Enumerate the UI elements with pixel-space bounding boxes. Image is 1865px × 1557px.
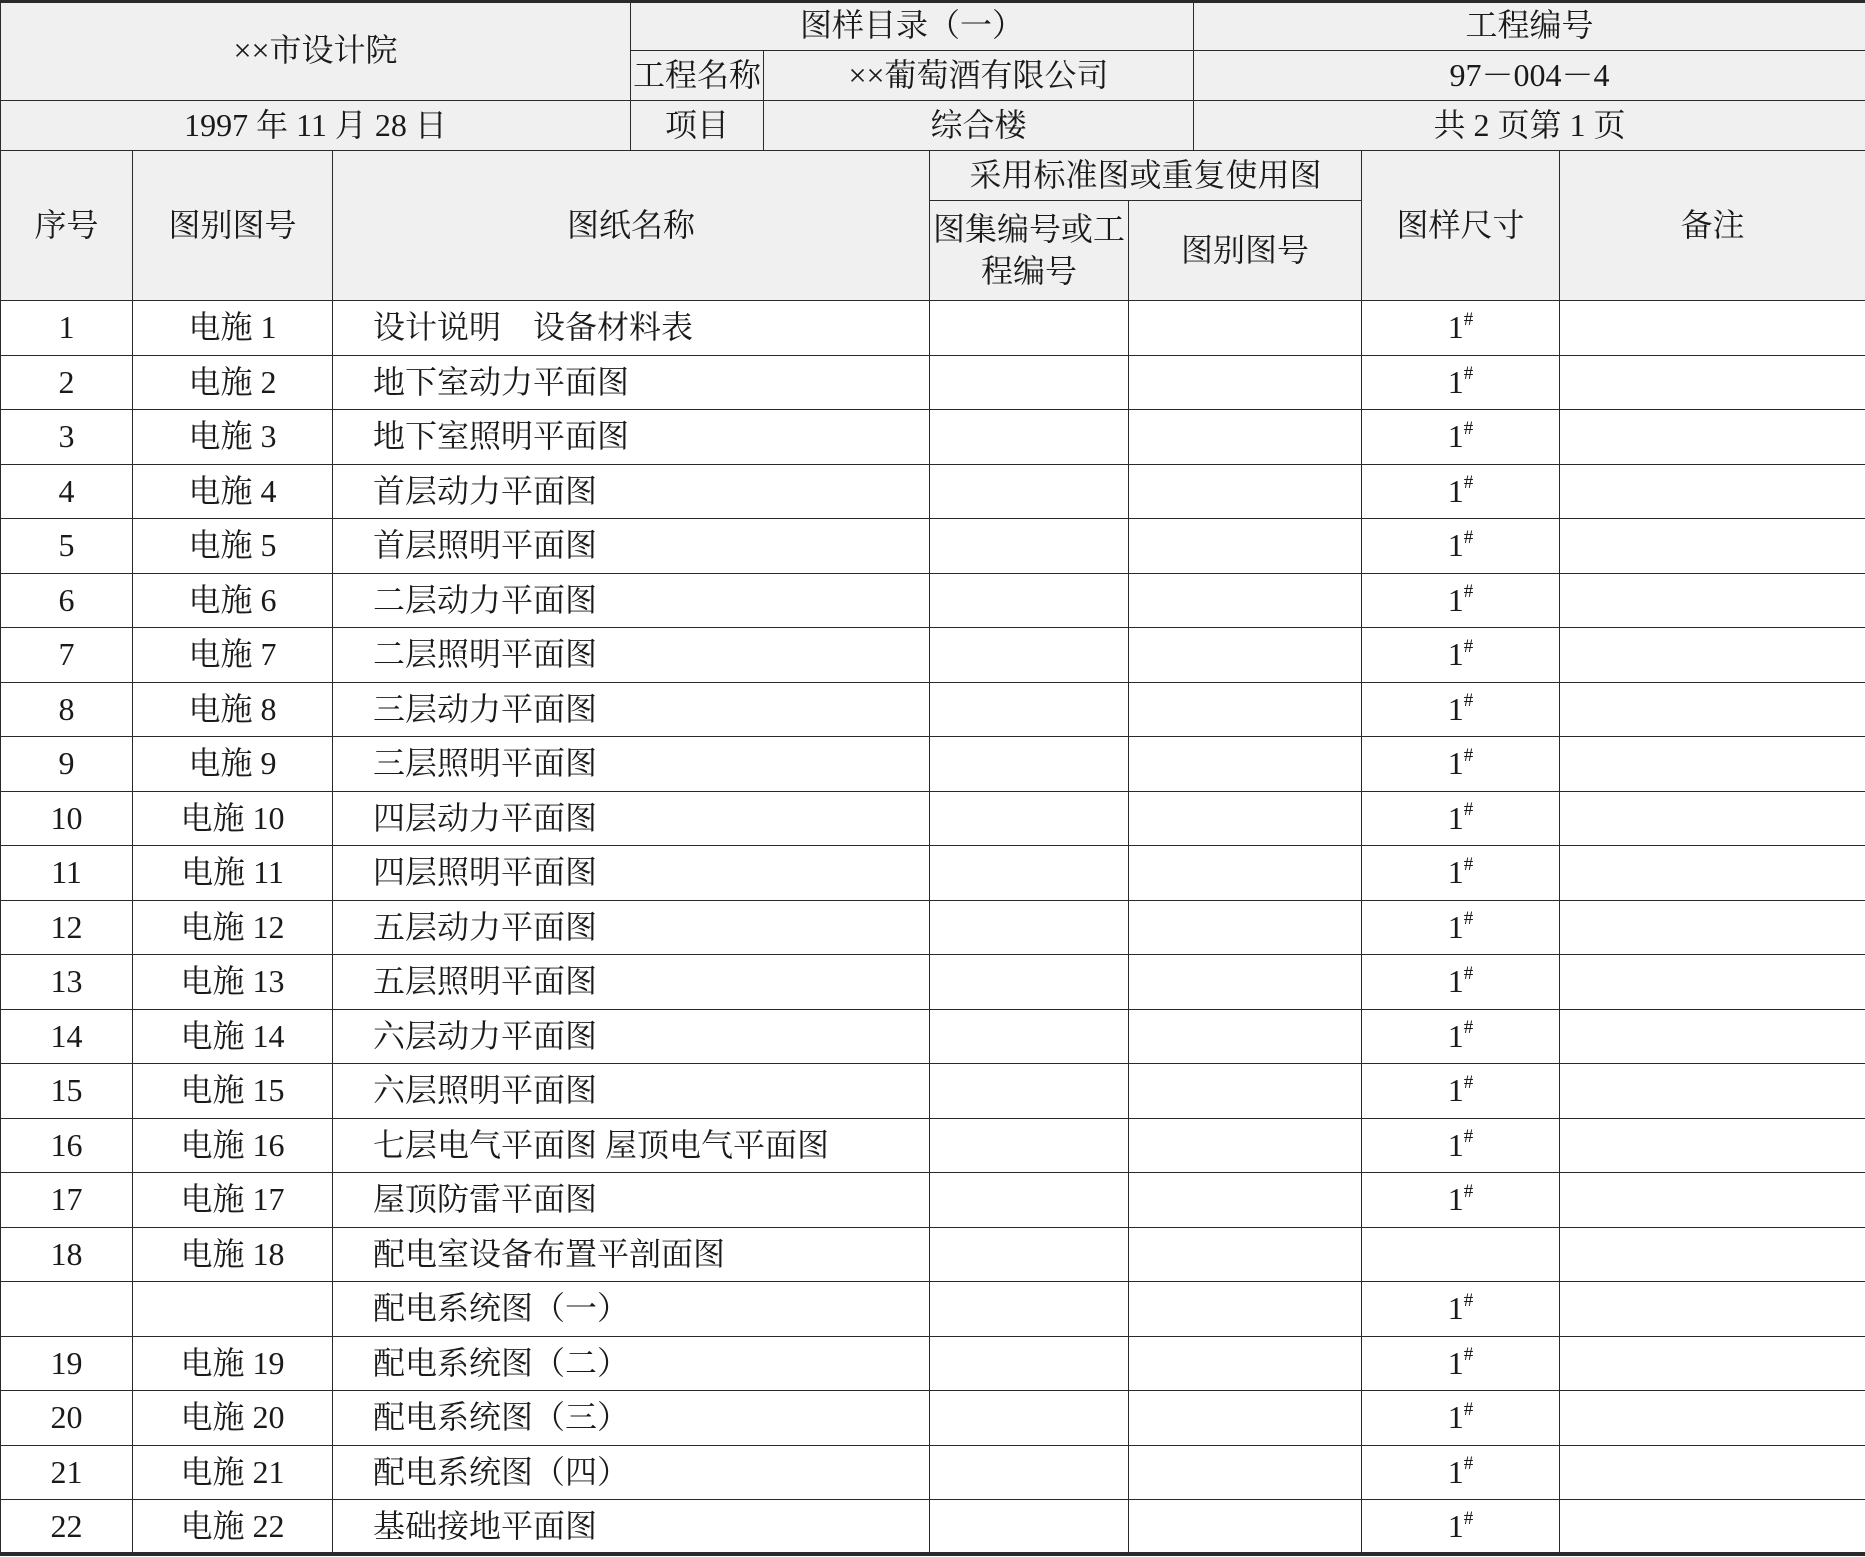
row-atlas-no <box>930 355 1129 410</box>
row-std-drawing-no <box>1129 682 1362 737</box>
row-drawing-no <box>133 1282 333 1337</box>
table-row <box>1 682 1865 737</box>
row-remarks <box>1560 1445 1865 1500</box>
size-mark: # <box>1463 1180 1474 1202</box>
row-atlas-no <box>930 955 1129 1010</box>
drawing-list-table <box>0 150 1865 1555</box>
page-count: 共 2 页第 1 页 <box>1194 101 1865 151</box>
project-no: 97－004－4 <box>1194 51 1865 101</box>
size-mark: # <box>1463 526 1474 548</box>
row-size <box>1362 846 1560 901</box>
row-std-drawing-no <box>1129 519 1362 574</box>
row-seq: 2 <box>1 355 133 410</box>
row-drawing-no: 电施 17 <box>133 1173 333 1228</box>
row-remarks <box>1560 846 1865 901</box>
row-std-drawing-no <box>1129 573 1362 628</box>
size-value: 1 <box>1447 1072 1464 1109</box>
row-remarks <box>1560 1282 1865 1337</box>
row-std-drawing-no <box>1129 1227 1362 1282</box>
row-std-drawing-no <box>1129 1336 1362 1391</box>
row-seq: 1 <box>1 301 133 356</box>
row-atlas-no <box>930 410 1129 465</box>
size-value: 1 <box>1447 636 1464 673</box>
row-remarks <box>1560 1227 1865 1282</box>
row-std-drawing-no <box>1129 410 1362 465</box>
size-value: 1 <box>1447 1126 1464 1163</box>
size-value: 1 <box>1447 1399 1464 1436</box>
row-size <box>1362 1282 1560 1337</box>
size-mark: # <box>1463 363 1474 385</box>
row-remarks <box>1560 301 1865 356</box>
table-row <box>1 846 1865 901</box>
row-drawing-no: 电施 1 <box>133 301 333 356</box>
row-atlas-no <box>930 737 1129 792</box>
row-std-drawing-no <box>1129 1009 1362 1064</box>
row-drawing-name: 配电系统图（一） <box>333 1282 930 1337</box>
row-size <box>1362 410 1560 465</box>
catalog-title: 图样目录（一） <box>631 1 1194 51</box>
row-drawing-name: 配电系统图（四） <box>333 1445 930 1500</box>
row-seq: 4 <box>1 464 133 519</box>
row-std-drawing-no <box>1129 355 1362 410</box>
row-size <box>1362 955 1560 1010</box>
row-drawing-no: 电施 12 <box>133 900 333 955</box>
row-remarks <box>1560 955 1865 1010</box>
row-drawing-no: 电施 2 <box>133 355 333 410</box>
row-drawing-no: 电施 3 <box>133 410 333 465</box>
row-drawing-no: 电施 18 <box>133 1227 333 1282</box>
row-drawing-no: 电施 16 <box>133 1118 333 1173</box>
col-header-drawing-no: 图别图号 <box>133 151 333 301</box>
row-seq: 8 <box>1 682 133 737</box>
row-size <box>1362 682 1560 737</box>
row-drawing-name: 首层照明平面图 <box>333 519 930 574</box>
row-std-drawing-no <box>1129 1282 1362 1337</box>
project-no-label: 工程编号 <box>1194 1 1865 51</box>
size-mark: # <box>1463 1453 1474 1475</box>
size-mark: # <box>1463 1398 1474 1420</box>
row-size <box>1362 573 1560 628</box>
row-atlas-no <box>930 1391 1129 1446</box>
bottom-border <box>0 1552 1865 1556</box>
row-drawing-no: 电施 21 <box>133 1445 333 1500</box>
project-name: ××葡萄酒有限公司 <box>764 51 1194 101</box>
size-mark: # <box>1463 1071 1474 1093</box>
row-remarks <box>1560 1064 1865 1119</box>
size-value: 1 <box>1447 309 1464 346</box>
size-mark: # <box>1463 908 1474 930</box>
row-size <box>1362 464 1560 519</box>
row-seq: 16 <box>1 1118 133 1173</box>
row-drawing-no: 电施 4 <box>133 464 333 519</box>
col-header-drawing-name: 图纸名称 <box>333 151 930 301</box>
row-seq: 9 <box>1 737 133 792</box>
table-row <box>1 573 1865 628</box>
row-drawing-name: 设计说明 设备材料表 <box>333 301 930 356</box>
row-std-drawing-no <box>1129 1173 1362 1228</box>
row-atlas-no <box>930 1500 1129 1555</box>
row-seq: 22 <box>1 1500 133 1555</box>
row-seq: 21 <box>1 1445 133 1500</box>
row-std-drawing-no <box>1129 846 1362 901</box>
size-mark: # <box>1463 962 1474 984</box>
table-row <box>1 355 1865 410</box>
size-mark: # <box>1463 744 1474 766</box>
size-value: 1 <box>1447 690 1464 727</box>
size-mark: # <box>1463 1289 1474 1311</box>
row-atlas-no <box>930 301 1129 356</box>
row-atlas-no <box>930 1173 1129 1228</box>
row-remarks <box>1560 628 1865 683</box>
row-drawing-no: 电施 7 <box>133 628 333 683</box>
row-remarks <box>1560 737 1865 792</box>
row-size <box>1362 519 1560 574</box>
size-mark: # <box>1463 690 1474 712</box>
table-row <box>1 900 1865 955</box>
row-drawing-name: 二层动力平面图 <box>333 573 930 628</box>
size-value: 1 <box>1447 908 1464 945</box>
row-remarks <box>1560 1173 1865 1228</box>
row-atlas-no <box>930 628 1129 683</box>
row-atlas-no <box>930 1064 1129 1119</box>
row-drawing-no: 电施 5 <box>133 519 333 574</box>
row-std-drawing-no <box>1129 1118 1362 1173</box>
row-size <box>1362 791 1560 846</box>
row-atlas-no <box>930 682 1129 737</box>
item-value: 综合楼 <box>764 101 1194 151</box>
row-atlas-no <box>930 519 1129 574</box>
size-mark: # <box>1463 581 1474 603</box>
row-drawing-name: 配电系统图（二） <box>333 1336 930 1391</box>
table-row <box>1 410 1865 465</box>
row-std-drawing-no <box>1129 301 1362 356</box>
col-header-seq: 序号 <box>1 151 133 301</box>
row-size <box>1362 1009 1560 1064</box>
row-atlas-no <box>930 900 1129 955</box>
row-drawing-name: 六层照明平面图 <box>333 1064 930 1119</box>
size-mark: # <box>1463 853 1474 875</box>
table-row <box>1 1500 1865 1555</box>
row-size <box>1362 1500 1560 1555</box>
row-std-drawing-no <box>1129 464 1362 519</box>
size-value: 1 <box>1447 799 1464 836</box>
size-mark: # <box>1463 1344 1474 1366</box>
row-drawing-name: 三层照明平面图 <box>333 737 930 792</box>
table-row <box>1 1118 1865 1173</box>
size-value: 1 <box>1447 745 1464 782</box>
col-header-remarks: 备注 <box>1560 151 1865 301</box>
row-atlas-no <box>930 1118 1129 1173</box>
table-row <box>1 1391 1865 1446</box>
row-seq: 18 <box>1 1227 133 1282</box>
row-seq: 17 <box>1 1173 133 1228</box>
row-drawing-no: 电施 8 <box>133 682 333 737</box>
row-drawing-name: 配电系统图（三） <box>333 1391 930 1446</box>
size-value: 1 <box>1447 581 1464 618</box>
row-seq: 11 <box>1 846 133 901</box>
row-atlas-no <box>930 1009 1129 1064</box>
row-std-drawing-no <box>1129 1064 1362 1119</box>
row-seq: 14 <box>1 1009 133 1064</box>
row-std-drawing-no <box>1129 628 1362 683</box>
row-drawing-name: 四层照明平面图 <box>333 846 930 901</box>
row-remarks <box>1560 410 1865 465</box>
table-row <box>1 519 1865 574</box>
table-row <box>1 1282 1865 1337</box>
row-std-drawing-no <box>1129 791 1362 846</box>
row-drawing-no: 电施 6 <box>133 573 333 628</box>
row-drawing-no: 电施 10 <box>133 791 333 846</box>
col-header-standard-group: 采用标准图或重复使用图 <box>930 151 1362 201</box>
row-drawing-no: 电施 20 <box>133 1391 333 1446</box>
row-seq: 7 <box>1 628 133 683</box>
size-value: 1 <box>1447 1453 1464 1490</box>
col-header-std-drawing-no: 图别图号 <box>1129 201 1362 301</box>
row-drawing-name: 基础接地平面图 <box>333 1500 930 1555</box>
size-mark: # <box>1463 417 1474 439</box>
row-remarks <box>1560 900 1865 955</box>
size-mark: # <box>1463 635 1474 657</box>
row-remarks <box>1560 464 1865 519</box>
size-value: 1 <box>1447 363 1464 400</box>
row-std-drawing-no <box>1129 1500 1362 1555</box>
row-size <box>1362 1227 1560 1282</box>
row-drawing-no: 电施 9 <box>133 737 333 792</box>
top-border <box>0 0 1865 3</box>
row-remarks <box>1560 573 1865 628</box>
size-value: 1 <box>1447 963 1464 1000</box>
row-seq: 10 <box>1 791 133 846</box>
row-drawing-name: 地下室照明平面图 <box>333 410 930 465</box>
row-seq: 19 <box>1 1336 133 1391</box>
size-value: 1 <box>1447 1508 1464 1545</box>
row-size <box>1362 1391 1560 1446</box>
row-drawing-name: 六层动力平面图 <box>333 1009 930 1064</box>
row-remarks <box>1560 355 1865 410</box>
row-remarks <box>1560 1118 1865 1173</box>
drawing-rows <box>1 301 1865 1555</box>
row-size <box>1362 628 1560 683</box>
row-remarks <box>1560 1391 1865 1446</box>
row-size <box>1362 301 1560 356</box>
row-remarks <box>1560 519 1865 574</box>
row-atlas-no <box>930 1282 1129 1337</box>
row-atlas-no <box>930 1336 1129 1391</box>
row-atlas-no <box>930 464 1129 519</box>
size-mark: # <box>1463 308 1474 330</box>
row-size <box>1362 1336 1560 1391</box>
table-row <box>1 1009 1865 1064</box>
row-seq: 3 <box>1 410 133 465</box>
row-remarks <box>1560 1336 1865 1391</box>
row-size <box>1362 1118 1560 1173</box>
table-row <box>1 1064 1865 1119</box>
size-value: 1 <box>1447 418 1464 455</box>
row-remarks <box>1560 1009 1865 1064</box>
row-drawing-no: 电施 14 <box>133 1009 333 1064</box>
row-remarks <box>1560 1500 1865 1555</box>
row-std-drawing-no <box>1129 737 1362 792</box>
table-row <box>1 1445 1865 1500</box>
size-value: 1 <box>1447 854 1464 891</box>
row-seq: 15 <box>1 1064 133 1119</box>
row-std-drawing-no <box>1129 955 1362 1010</box>
row-drawing-name: 二层照明平面图 <box>333 628 930 683</box>
row-drawing-no: 电施 15 <box>133 1064 333 1119</box>
size-mark: # <box>1463 472 1474 494</box>
size-value: 1 <box>1447 1290 1464 1327</box>
row-seq: 6 <box>1 573 133 628</box>
size-mark: # <box>1463 799 1474 821</box>
item-label: 项目 <box>631 101 764 151</box>
row-seq <box>1 1282 133 1337</box>
table-row <box>1 628 1865 683</box>
row-size <box>1362 1173 1560 1228</box>
table-row <box>1 1336 1865 1391</box>
institute-name: ××市设计院 <box>1 1 631 101</box>
row-drawing-name: 五层照明平面图 <box>333 955 930 1010</box>
row-size <box>1362 355 1560 410</box>
row-seq: 20 <box>1 1391 133 1446</box>
table-row <box>1 955 1865 1010</box>
row-drawing-name: 首层动力平面图 <box>333 464 930 519</box>
row-std-drawing-no <box>1129 1391 1362 1446</box>
size-value: 1 <box>1447 1344 1464 1381</box>
row-size <box>1362 1445 1560 1500</box>
row-drawing-name: 配电室设备布置平剖面图 <box>333 1227 930 1282</box>
size-value: 1 <box>1447 472 1464 509</box>
size-mark: # <box>1463 1126 1474 1148</box>
row-std-drawing-no <box>1129 900 1362 955</box>
row-drawing-name: 地下室动力平面图 <box>333 355 930 410</box>
table-row <box>1 737 1865 792</box>
size-mark: # <box>1463 1507 1474 1529</box>
row-atlas-no <box>930 791 1129 846</box>
row-seq: 13 <box>1 955 133 1010</box>
table-row <box>1 791 1865 846</box>
row-drawing-no: 电施 11 <box>133 846 333 901</box>
row-drawing-name: 七层电气平面图 屋顶电气平面图 <box>333 1118 930 1173</box>
row-atlas-no <box>930 846 1129 901</box>
row-drawing-no: 电施 13 <box>133 955 333 1010</box>
catalog-date: 1997 年 11 月 28 日 <box>1 101 631 151</box>
row-drawing-no: 电施 22 <box>133 1500 333 1555</box>
col-header-atlas-no: 图集编号或工程编号 <box>930 201 1129 301</box>
table-row <box>1 1227 1865 1282</box>
row-size <box>1362 900 1560 955</box>
row-drawing-name: 三层动力平面图 <box>333 682 930 737</box>
row-seq: 12 <box>1 900 133 955</box>
size-value: 1 <box>1447 1017 1464 1054</box>
project-name-label: 工程名称 <box>631 51 764 101</box>
col-header-size: 图样尺寸 <box>1362 151 1560 301</box>
size-mark: # <box>1463 1017 1474 1039</box>
row-atlas-no <box>930 1445 1129 1500</box>
row-size <box>1362 1064 1560 1119</box>
row-atlas-no <box>930 1227 1129 1282</box>
table-row <box>1 301 1865 356</box>
row-drawing-name: 屋顶防雷平面图 <box>333 1173 930 1228</box>
row-drawing-name: 五层动力平面图 <box>333 900 930 955</box>
size-value: 1 <box>1447 1181 1464 1218</box>
table-row <box>1 464 1865 519</box>
row-drawing-no: 电施 19 <box>133 1336 333 1391</box>
row-atlas-no <box>930 573 1129 628</box>
catalog-header-table <box>0 0 1865 151</box>
table-row <box>1 1173 1865 1228</box>
row-remarks <box>1560 791 1865 846</box>
row-seq: 5 <box>1 519 133 574</box>
size-value: 1 <box>1447 527 1464 564</box>
row-drawing-name: 四层动力平面图 <box>333 791 930 846</box>
row-std-drawing-no <box>1129 1445 1362 1500</box>
row-size <box>1362 737 1560 792</box>
row-remarks <box>1560 682 1865 737</box>
